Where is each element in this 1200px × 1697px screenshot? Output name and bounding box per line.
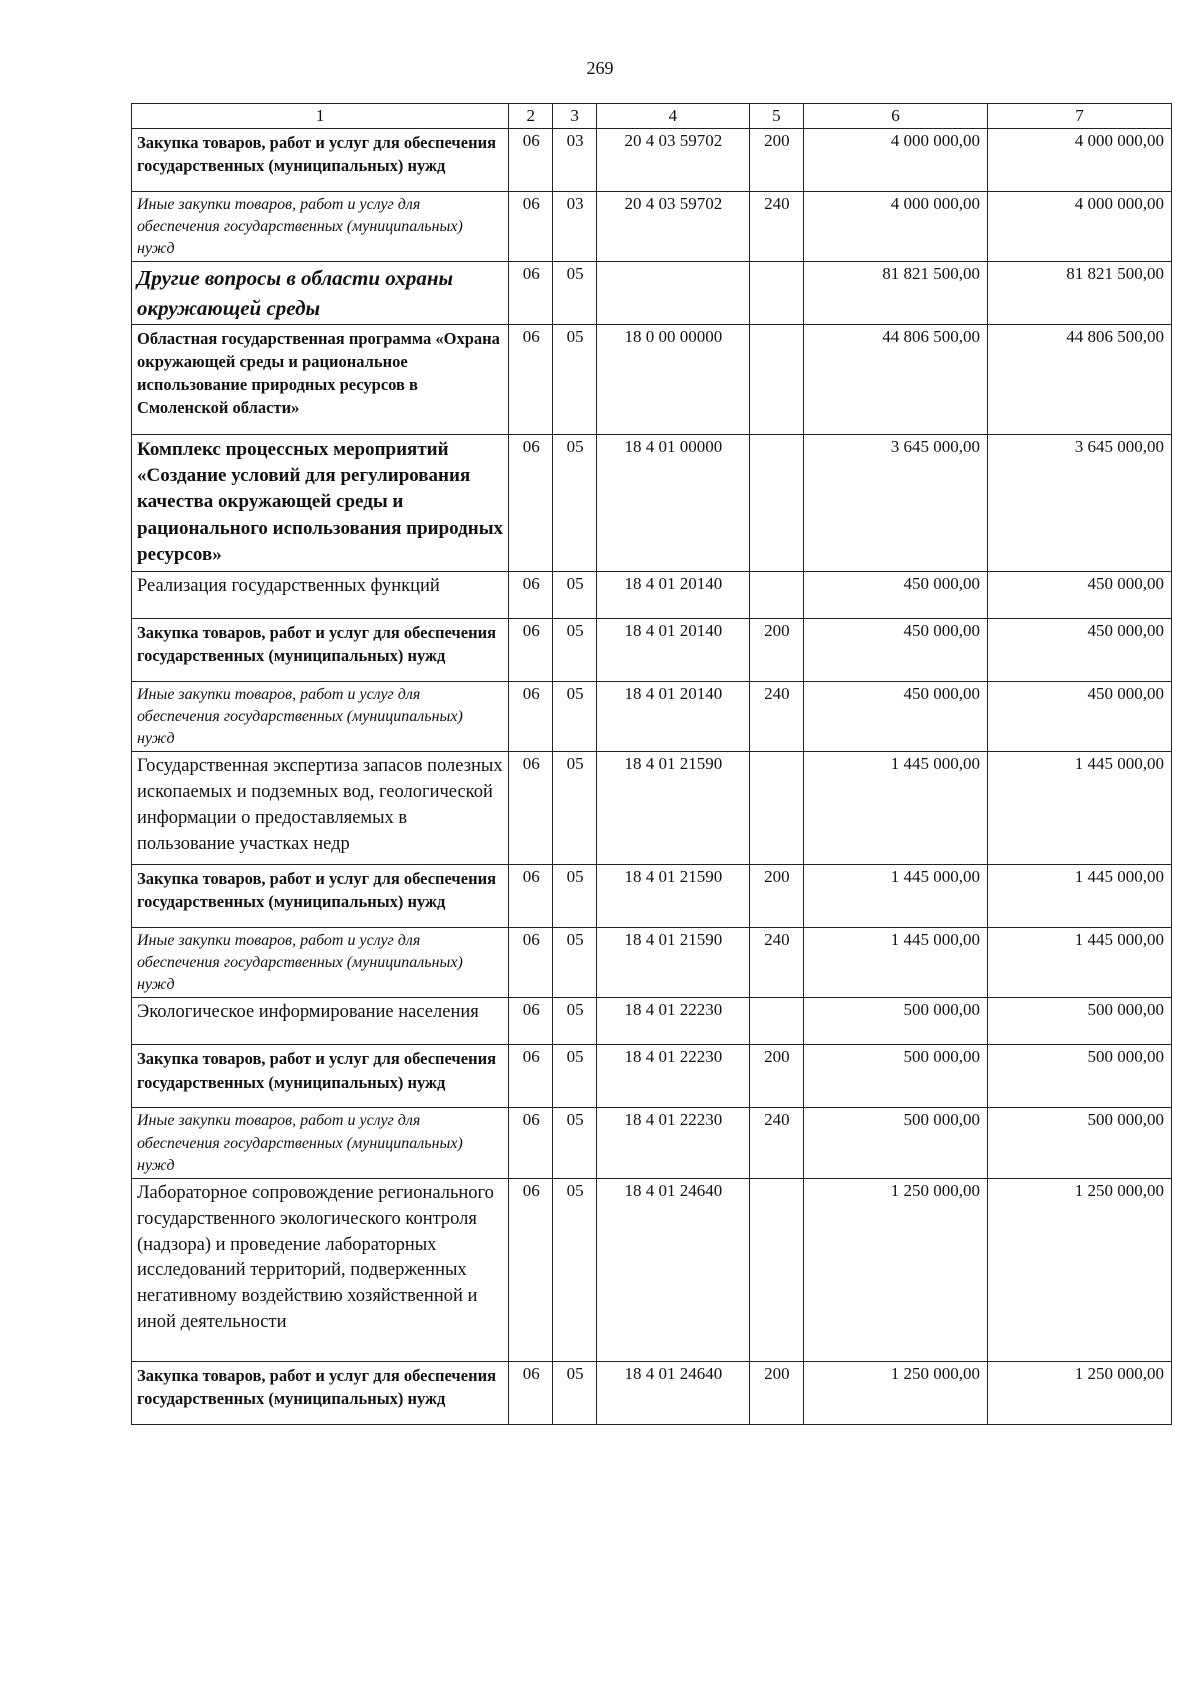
row-expense-type — [749, 752, 803, 865]
row-target-article: 18 4 01 21590 — [597, 865, 750, 928]
row-name: Реализация государственных функций — [132, 572, 509, 619]
row-target-article: 18 4 01 24640 — [597, 1361, 750, 1424]
row-section: 06 — [509, 435, 553, 572]
row-name: Лабораторное сопровождение регионального государственного экологического контроля (надзора) и проведение лабораторных исследований территорий, подверженных негативному воздействию хозяйственной и иной деятельности — [132, 1178, 509, 1361]
table-row — [132, 129, 1172, 192]
table-row — [132, 325, 1172, 435]
row-target-article — [597, 262, 750, 325]
row-section: 06 — [509, 928, 553, 998]
header-col-2: 2 — [509, 104, 553, 129]
row-name: Закупка товаров, работ и услуг для обеспечения государственных (муниципальных) нужд — [132, 1045, 509, 1108]
row-section: 06 — [509, 192, 553, 262]
row-amount-year-1: 500 000,00 — [804, 1045, 988, 1108]
header-col-6: 6 — [804, 104, 988, 129]
row-amount-year-2: 44 806 500,00 — [987, 325, 1171, 435]
row-name: Закупка товаров, работ и услуг для обеспечения государственных (муниципальных) нужд — [132, 865, 509, 928]
row-subsection: 05 — [553, 325, 597, 435]
row-subsection: 05 — [553, 619, 597, 682]
row-subsection: 05 — [553, 865, 597, 928]
header-col-4: 4 — [597, 104, 750, 129]
row-amount-year-2: 450 000,00 — [987, 682, 1171, 752]
row-target-article: 18 4 01 22230 — [597, 1045, 750, 1108]
table-row — [132, 572, 1172, 619]
row-amount-year-1: 500 000,00 — [804, 998, 988, 1045]
row-amount-year-1: 450 000,00 — [804, 572, 988, 619]
row-amount-year-1: 1 250 000,00 — [804, 1178, 988, 1361]
row-amount-year-1: 1 445 000,00 — [804, 928, 988, 998]
row-amount-year-2: 500 000,00 — [987, 1108, 1171, 1178]
row-amount-year-2: 4 000 000,00 — [987, 129, 1171, 192]
header-col-3: 3 — [553, 104, 597, 129]
table-row — [132, 1108, 1172, 1178]
table-row — [132, 1178, 1172, 1361]
row-target-article: 20 4 03 59702 — [597, 192, 750, 262]
row-expense-type — [749, 262, 803, 325]
row-target-article: 18 4 01 20140 — [597, 619, 750, 682]
row-expense-type: 240 — [749, 192, 803, 262]
row-section: 06 — [509, 572, 553, 619]
row-name: Комплекс процессных мероприятий «Создание условий для регулирования качества окружающей среды и рационального использования природных ресурсов» — [132, 435, 509, 572]
row-section: 06 — [509, 1361, 553, 1424]
row-amount-year-1: 1 445 000,00 — [804, 752, 988, 865]
row-amount-year-2: 450 000,00 — [987, 572, 1171, 619]
row-name: Областная государственная программа «Охрана окружающей среды и рациональное использование природных ресурсов в Смоленской области» — [132, 325, 509, 435]
row-amount-year-2: 1 250 000,00 — [987, 1178, 1171, 1361]
row-name: Экологическое информирование населения — [132, 998, 509, 1045]
table-row — [132, 262, 1172, 325]
row-name: Иные закупки товаров, работ и услуг для обеспечения государственных (муниципальных) нужд — [132, 1108, 509, 1178]
table-row — [132, 435, 1172, 572]
row-amount-year-2: 1 250 000,00 — [987, 1361, 1171, 1424]
row-section: 06 — [509, 1178, 553, 1361]
row-amount-year-1: 1 250 000,00 — [804, 1361, 988, 1424]
row-amount-year-1: 450 000,00 — [804, 682, 988, 752]
row-section: 06 — [509, 865, 553, 928]
table-row — [132, 1361, 1172, 1424]
row-name: Иные закупки товаров, работ и услуг для обеспечения государственных (муниципальных) нужд — [132, 682, 509, 752]
row-amount-year-1: 4 000 000,00 — [804, 129, 988, 192]
row-subsection: 05 — [553, 998, 597, 1045]
row-subsection: 05 — [553, 1108, 597, 1178]
row-expense-type — [749, 325, 803, 435]
row-amount-year-1: 44 806 500,00 — [804, 325, 988, 435]
row-amount-year-2: 1 445 000,00 — [987, 928, 1171, 998]
row-target-article: 18 0 00 00000 — [597, 325, 750, 435]
row-expense-type — [749, 1178, 803, 1361]
row-amount-year-2: 450 000,00 — [987, 619, 1171, 682]
row-section: 06 — [509, 619, 553, 682]
row-amount-year-1: 1 445 000,00 — [804, 865, 988, 928]
table-row — [132, 865, 1172, 928]
row-section: 06 — [509, 129, 553, 192]
table-row — [132, 998, 1172, 1045]
row-target-article: 18 4 01 22230 — [597, 1108, 750, 1178]
row-name: Закупка товаров, работ и услуг для обеспечения государственных (муниципальных) нужд — [132, 619, 509, 682]
row-target-article: 18 4 01 24640 — [597, 1178, 750, 1361]
row-amount-year-1: 81 821 500,00 — [804, 262, 988, 325]
table-body — [132, 129, 1172, 1425]
row-amount-year-2: 81 821 500,00 — [987, 262, 1171, 325]
row-name: Другие вопросы в области охраны окружающей среды — [132, 262, 509, 325]
row-expense-type — [749, 572, 803, 619]
row-subsection: 05 — [553, 572, 597, 619]
row-expense-type — [749, 435, 803, 572]
row-target-article: 18 4 01 21590 — [597, 752, 750, 865]
row-amount-year-2: 3 645 000,00 — [987, 435, 1171, 572]
row-expense-type: 200 — [749, 1361, 803, 1424]
row-name: Иные закупки товаров, работ и услуг для обеспечения государственных (муниципальных) нужд — [132, 928, 509, 998]
row-section: 06 — [509, 1108, 553, 1178]
row-subsection: 05 — [553, 752, 597, 865]
row-section: 06 — [509, 325, 553, 435]
row-section: 06 — [509, 1045, 553, 1108]
row-amount-year-1: 3 645 000,00 — [804, 435, 988, 572]
row-name: Закупка товаров, работ и услуг для обеспечения государственных (муниципальных) нужд — [132, 129, 509, 192]
row-amount-year-2: 1 445 000,00 — [987, 865, 1171, 928]
row-subsection: 05 — [553, 682, 597, 752]
table-row — [132, 682, 1172, 752]
header-row — [132, 104, 1172, 129]
row-target-article: 18 4 01 21590 — [597, 928, 750, 998]
row-target-article: 20 4 03 59702 — [597, 129, 750, 192]
table-row — [132, 192, 1172, 262]
row-expense-type: 200 — [749, 865, 803, 928]
page-number: 269 — [586, 58, 614, 78]
budget-table — [131, 103, 1172, 1425]
row-expense-type: 200 — [749, 129, 803, 192]
row-amount-year-2: 4 000 000,00 — [987, 192, 1171, 262]
row-subsection: 05 — [553, 435, 597, 572]
row-target-article: 18 4 01 20140 — [597, 682, 750, 752]
row-subsection: 05 — [553, 1045, 597, 1108]
row-section: 06 — [509, 752, 553, 865]
row-target-article: 18 4 01 00000 — [597, 435, 750, 572]
row-name: Закупка товаров, работ и услуг для обеспечения государственных (муниципальных) нужд — [132, 1361, 509, 1424]
row-subsection: 05 — [553, 1361, 597, 1424]
row-target-article: 18 4 01 22230 — [597, 998, 750, 1045]
row-name: Государственная экспертиза запасов полезных ископаемых и подземных вод, геологической информации о предоставляемых в пользование участках недр — [132, 752, 509, 865]
table-row — [132, 752, 1172, 865]
row-expense-type: 240 — [749, 1108, 803, 1178]
header-col-1: 1 — [132, 104, 509, 129]
row-amount-year-1: 500 000,00 — [804, 1108, 988, 1178]
header-col-5: 5 — [749, 104, 803, 129]
table-row — [132, 1045, 1172, 1108]
row-amount-year-1: 4 000 000,00 — [804, 192, 988, 262]
row-subsection: 03 — [553, 129, 597, 192]
row-amount-year-2: 500 000,00 — [987, 1045, 1171, 1108]
table-row — [132, 619, 1172, 682]
row-target-article: 18 4 01 20140 — [597, 572, 750, 619]
row-expense-type — [749, 998, 803, 1045]
header-col-7: 7 — [987, 104, 1171, 129]
row-expense-type: 240 — [749, 928, 803, 998]
row-subsection: 05 — [553, 928, 597, 998]
row-expense-type: 240 — [749, 682, 803, 752]
row-name: Иные закупки товаров, работ и услуг для обеспечения государственных (муниципальных) нужд — [132, 192, 509, 262]
row-amount-year-2: 500 000,00 — [987, 998, 1171, 1045]
row-subsection: 05 — [553, 1178, 597, 1361]
row-expense-type: 200 — [749, 619, 803, 682]
row-subsection: 05 — [553, 262, 597, 325]
row-subsection: 03 — [553, 192, 597, 262]
table-row — [132, 928, 1172, 998]
row-amount-year-1: 450 000,00 — [804, 619, 988, 682]
row-amount-year-2: 1 445 000,00 — [987, 752, 1171, 865]
row-expense-type: 200 — [749, 1045, 803, 1108]
row-section: 06 — [509, 262, 553, 325]
row-section: 06 — [509, 682, 553, 752]
row-section: 06 — [509, 998, 553, 1045]
